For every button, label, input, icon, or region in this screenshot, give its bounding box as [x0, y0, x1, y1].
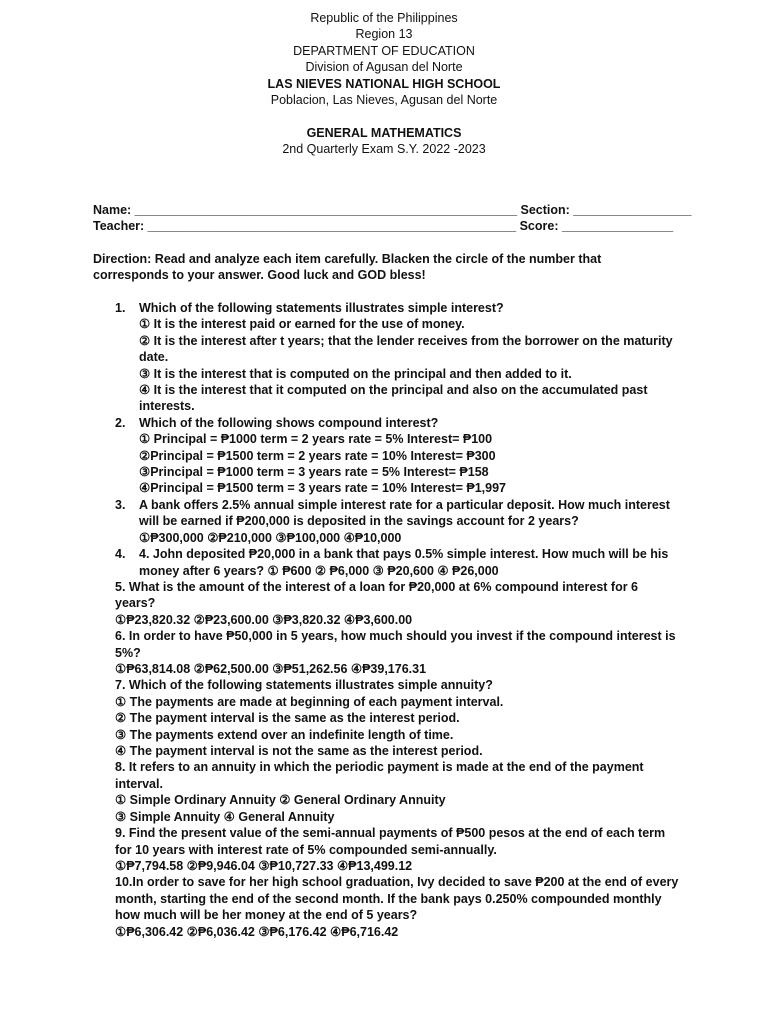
question-1 — [115, 300, 680, 415]
answer-option[interactable]: ① The payments are made at beginning of each payment interval. — [115, 694, 504, 709]
question-stem: Which of the following shows compound interest? — [139, 415, 439, 430]
student-fields — [93, 202, 691, 235]
question-9 — [115, 825, 680, 874]
question-list — [115, 300, 680, 579]
answer-option[interactable]: ① Principal = ₱1000 term = 2 years rate = 5% Interest= ₱100 — [139, 432, 493, 447]
question-number: 1. — [115, 301, 126, 315]
question-stem: 10.In order to save for her high school graduation, Ivy decided to save ₱200 at the end of every month, starting the end of the second month. If the bank pays 0.250% compounded monthly how much will be her money at the end of 5 years? — [115, 875, 679, 923]
question-number: 4. — [115, 547, 126, 562]
question-stem: 8. It refers to an annuity in which the periodic payment is made at the end of the payment interval. — [115, 760, 644, 791]
header-region: Region 13 — [355, 27, 413, 42]
question-number: 2. — [115, 415, 126, 430]
answer-option[interactable]: ③ It is the interest that is computed on the principal and then added to it. — [139, 366, 572, 381]
header-school-name: LAS NIEVES NATIONAL HIGH SCHOOL — [267, 76, 501, 91]
question-stem: A bank offers 2.5% annual simple interest rate for a particular deposit. How much interest will be earned if ₱200,000 is deposited in the savings account for 2 years? — [139, 497, 670, 529]
answer-option[interactable]: ③ The payments extend over an indefinite length of time. — [115, 727, 454, 742]
name-section-line[interactable]: Name: _______________________________________________________ Section: _________________ — [93, 203, 692, 217]
header-school-address: Poblacion, Las Nieves, Agusan del Norte — [270, 93, 498, 108]
answer-option[interactable]: ④ It is the interest that it computed on the principal and also on the accumulated past interests. — [139, 383, 648, 414]
header-division: Division of Agusan del Norte — [305, 60, 463, 75]
answer-option[interactable]: ③Principal = ₱1000 term = 3 years rate = 5% Interest= ₱158 — [139, 465, 489, 480]
question-stem: 7. Which of the following statements illustrates simple annuity? — [115, 678, 493, 693]
question-list-continued — [115, 579, 680, 940]
question-10 — [115, 874, 680, 940]
answer-options[interactable]: ①₱63,814.08 ②₱62,500.00 ③₱51,262.56 ④₱39,176.31 — [115, 662, 427, 677]
teacher-score-line[interactable]: Teacher: _____________________________________________________ Score: ________________ — [93, 219, 674, 234]
answer-option[interactable]: ② It is the interest after t years; that the lender receives from the borrower on the maturity date. — [139, 333, 673, 365]
question-stem: Which of the following statements illustrates simple interest? — [139, 301, 504, 315]
answer-options[interactable]: ①₱23,820.32 ②₱23,600.00 ③₱3,820.32 ④₱3,600.00 — [115, 612, 413, 627]
header-country: Republic of the Philippines — [310, 11, 458, 25]
answer-option[interactable]: ②Principal = ₱1500 term = 2 years rate = 10% Interest= ₱300 — [139, 448, 496, 463]
answer-option[interactable]: ② The payment interval is the same as the interest period. — [115, 711, 460, 726]
directions-text: Direction: Read and analyze each item carefully. Blacken the circle of the number that corresponds to your answer. Good luck and GOD bless! — [93, 252, 602, 283]
answer-options[interactable]: ①₱6,306.42 ②₱6,036.42 ③₱6,176.42 ④₱6,716.42 — [115, 924, 399, 939]
school-header — [0, 10, 768, 108]
question-7 — [115, 677, 680, 759]
exam-period: 2nd Quarterly Exam S.Y. 2022 -2023 — [282, 142, 486, 157]
question-2 — [115, 415, 680, 497]
answer-option[interactable]: ④ The payment interval is not the same as the interest period. — [115, 744, 483, 759]
question-4 — [115, 546, 680, 579]
question-stem: 4. John deposited ₱20,000 in a bank that pays 0.5% simple interest. How much will be his money after 6 years? ① ₱600 ② ₱6,000 ③ ₱20,600 ④ ₱26,000 — [139, 547, 669, 578]
question-number: 3. — [115, 497, 126, 512]
answer-option[interactable]: ① It is the interest paid or earned for the use of money. — [139, 317, 465, 332]
header-department: DEPARTMENT OF EDUCATION — [293, 43, 475, 58]
question-stem: 5. What is the amount of the interest of a loan for ₱20,000 at 6% compound interest for 6 years? — [115, 580, 639, 611]
answer-option[interactable]: ④Principal = ₱1500 term = 3 years rate = 10% Interest= ₱1,997 — [139, 481, 506, 496]
question-stem: 9. Find the present value of the semi-annual payments of ₱500 pesos at the end of each term for 10 years with interest rate of 5% compounded semi-annually. — [115, 826, 666, 857]
answer-options[interactable]: ①₱300,000 ②₱210,000 ③₱100,000 ④₱10,000 — [139, 530, 402, 545]
exam-title-block — [0, 125, 768, 158]
question-stem: 6. In order to have ₱50,000 in 5 years, how much should you invest if the compound interest is 5%? — [115, 629, 676, 660]
question-6 — [115, 628, 680, 677]
question-3 — [115, 497, 680, 546]
subject-title: GENERAL MATHEMATICS — [306, 126, 462, 140]
answer-options[interactable]: ③ Simple Annuity ④ General Annuity — [115, 809, 335, 824]
question-8 — [115, 759, 680, 825]
answer-options[interactable]: ① Simple Ordinary Annuity ② General Ordinary Annuity — [115, 793, 446, 808]
question-5 — [115, 579, 680, 628]
answer-options[interactable]: ①₱7,794.58 ②₱9,946.04 ③₱10,727.33 ④₱13,499.12 — [115, 858, 413, 873]
